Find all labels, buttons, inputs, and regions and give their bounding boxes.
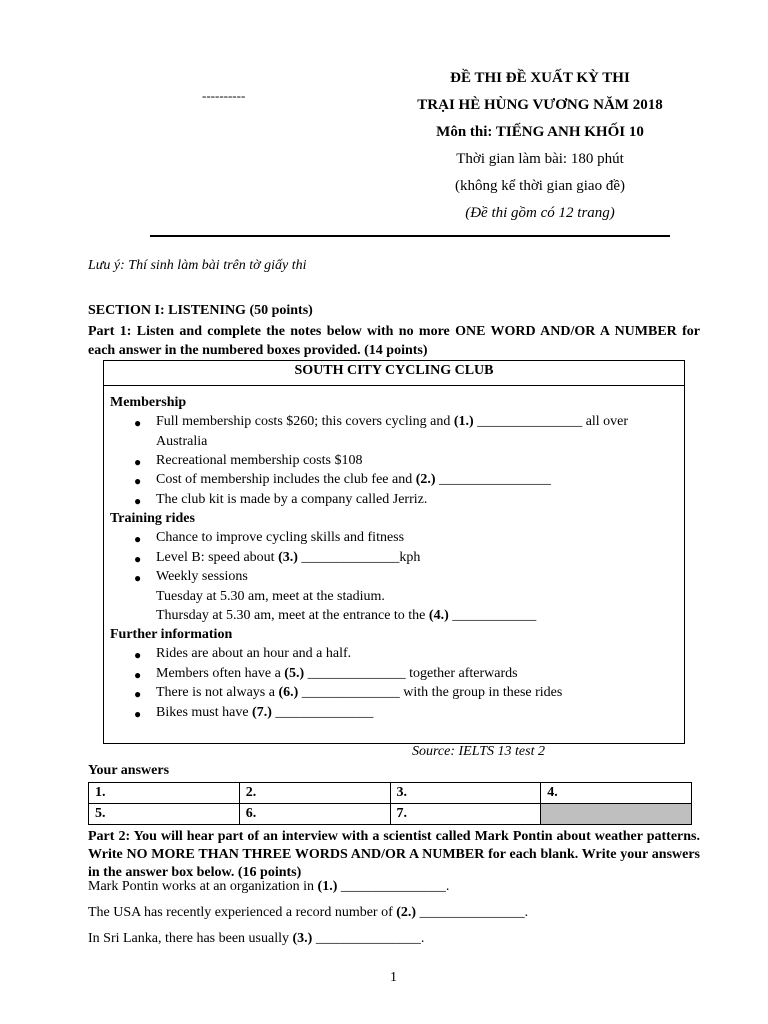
part2-question-3: In Sri Lanka, there has been usually (3.) _______________. bbox=[88, 931, 425, 946]
answer-cell-7[interactable]: 7. bbox=[390, 804, 541, 825]
answer-table bbox=[88, 782, 692, 825]
part1-instructions: Part 1: Listen and complete the notes below with no more ONE WORD AND/OR A NUMBER for each answer in the numbered boxes provided. (14 points) bbox=[88, 324, 700, 358]
source-citation: Source: IELTS 13 test 2 bbox=[412, 744, 545, 759]
membership-item-1: Full membership costs $260; this covers cycling and (1.) _______________ all over bbox=[156, 414, 629, 429]
bullet-icon: ● bbox=[134, 668, 142, 682]
answer-cell-5[interactable]: 5. bbox=[89, 804, 240, 825]
bullet-icon: ● bbox=[134, 494, 142, 508]
training-item-thursday: Thursday at 5.30 am, meet at the entrance to the (4.) ____________ bbox=[156, 608, 537, 623]
bullet-icon: ● bbox=[134, 571, 142, 585]
bullet-icon: ● bbox=[134, 552, 142, 566]
bullet-icon: ● bbox=[134, 687, 142, 701]
exam-subject: Môn thi: TIẾNG ANH KHỐI 10 bbox=[436, 124, 644, 140]
answers-label: Your answers bbox=[88, 763, 170, 778]
training-item-2: Level B: speed about (3.) ______________kph bbox=[156, 550, 421, 565]
answer-cell-blank bbox=[541, 804, 692, 825]
page-number: 1 bbox=[390, 970, 397, 985]
further-item-3: There is not always a (6.) ______________ with the group in these rides bbox=[156, 685, 563, 700]
further-item-4: Bikes must have (7.) ______________ bbox=[156, 705, 374, 720]
notes-box-title: SOUTH CITY CYCLING CLUB bbox=[294, 363, 494, 378]
training-heading: Training rides bbox=[110, 511, 195, 526]
bullet-icon: ● bbox=[134, 474, 142, 488]
training-item-3: Weekly sessions bbox=[156, 569, 248, 584]
exam-duration: Thời gian làm bài: 180 phút bbox=[456, 151, 624, 167]
instruction-note: Lưu ý: Thí sinh làm bài trên tờ giấy thi bbox=[88, 258, 307, 273]
answer-cell-3[interactable]: 3. bbox=[390, 783, 541, 804]
membership-item-3: Cost of membership includes the club fee and (2.) ________________ bbox=[156, 472, 552, 487]
membership-item-2: Recreational membership costs $108 bbox=[156, 453, 363, 468]
header-dashes: ---------- bbox=[202, 88, 246, 103]
answer-cell-6[interactable]: 6. bbox=[239, 804, 390, 825]
table-row bbox=[89, 783, 692, 804]
answer-cell-1[interactable]: 1. bbox=[89, 783, 240, 804]
table-row bbox=[89, 804, 692, 825]
bullet-icon: ● bbox=[134, 532, 142, 546]
exam-title-line1: ĐỀ THI ĐỀ XUẤT KỲ THI bbox=[450, 70, 630, 86]
section-title: SECTION I: LISTENING (50 points) bbox=[88, 303, 313, 318]
bullet-icon: ● bbox=[134, 707, 142, 721]
membership-heading: Membership bbox=[110, 395, 187, 410]
further-item-1: Rides are about an hour and a half. bbox=[156, 646, 352, 661]
bullet-icon: ● bbox=[134, 416, 142, 430]
part2-instructions: Part 2: You will hear part of an interview with a scientist called Mark Pontin about weather patterns. Write NO MORE THAN THREE WORDS AND/OR A NUMBER for each blank. Write your answers in the answer box below. (16 points) bbox=[88, 829, 700, 880]
part2-question-1: Mark Pontin works at an organization in (1.) _______________. bbox=[88, 879, 450, 894]
exam-title-line2: TRẠI HÈ HÙNG VƯƠNG NĂM 2018 bbox=[417, 97, 663, 113]
training-item-tuesday: Tuesday at 5.30 am, meet at the stadium. bbox=[156, 589, 385, 604]
exam-page-count: (Đề thi gồm có 12 trang) bbox=[465, 205, 615, 221]
training-item-1: Chance to improve cycling skills and fitness bbox=[156, 530, 405, 545]
answer-cell-2[interactable]: 2. bbox=[239, 783, 390, 804]
further-heading: Further information bbox=[110, 627, 233, 642]
bullet-icon: ● bbox=[134, 648, 142, 662]
header-rule bbox=[150, 235, 670, 237]
further-item-2: Members often have a (5.) ______________ together afterwards bbox=[156, 666, 518, 681]
notes-box-divider bbox=[104, 385, 684, 386]
membership-item-4: The club kit is made by a company called Jerriz. bbox=[156, 492, 428, 507]
membership-item-1-cont: Australia bbox=[156, 434, 208, 449]
part2-question-2: The USA has recently experienced a record number of (2.) _______________. bbox=[88, 905, 529, 920]
exam-duration-note: (không kể thời gian giao đề) bbox=[455, 178, 625, 194]
bullet-icon: ● bbox=[134, 455, 142, 469]
answer-cell-4[interactable]: 4. bbox=[541, 783, 692, 804]
